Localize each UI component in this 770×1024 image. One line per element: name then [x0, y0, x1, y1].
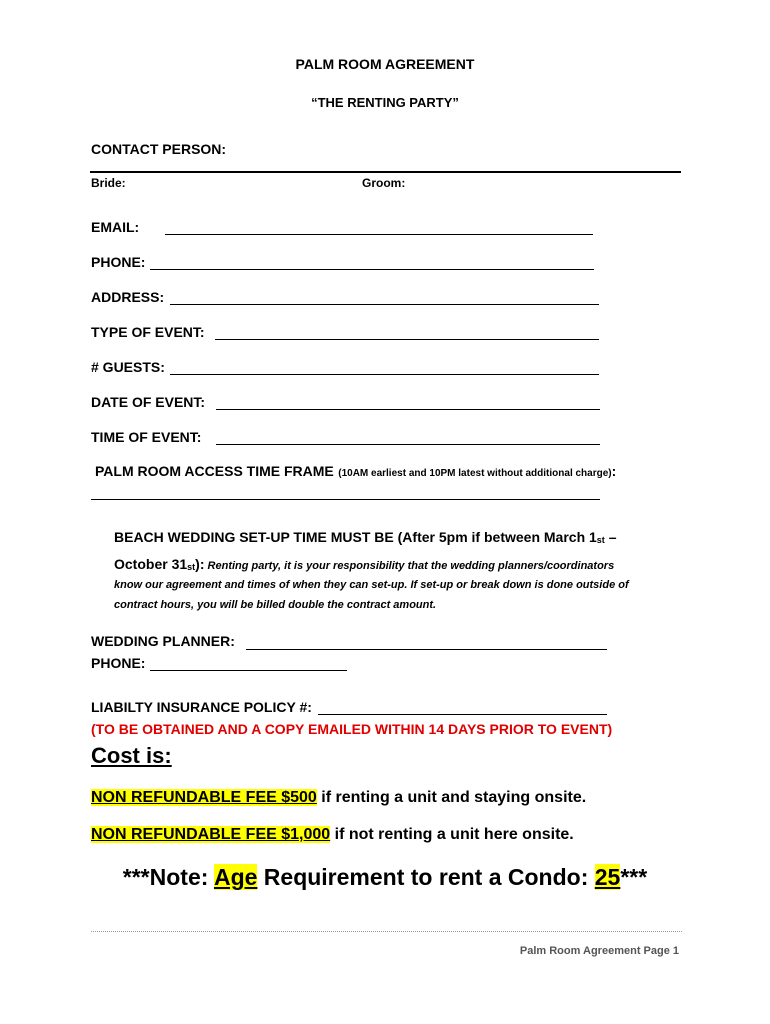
access-time-label: PALM ROOM ACCESS TIME FRAME — [95, 463, 334, 479]
guests-label: # GUESTS: — [91, 359, 165, 375]
note-suffix: *** — [620, 864, 648, 890]
type-of-event-field[interactable] — [215, 339, 599, 340]
email-label: EMAIL: — [91, 219, 140, 235]
fee-2-highlight: NON REFUNDABLE FEE $1,000 — [91, 826, 331, 843]
beach-line-2-text: October 31 — [114, 556, 188, 572]
fee-2-text: if not renting a unit here onsite. — [330, 826, 574, 843]
fee-1-highlight: NON REFUNDABLE FEE $500 — [91, 789, 317, 806]
beach-line-1-suffix: – — [604, 529, 617, 545]
contact-person-line — [90, 171, 681, 173]
beach-line-3: know our agreement and times of when they can set-up. If set-up or break down is done outside of — [114, 579, 629, 591]
beach-line-1 — [114, 529, 617, 545]
document-subtitle: “THE RENTING PARTY” — [311, 95, 459, 110]
note-prefix: ***Note: — [122, 864, 214, 890]
planner-phone-field[interactable] — [150, 670, 347, 671]
beach-line-2-italic: Renting party, it is your responsibility that the wedding planners/coordinators — [204, 560, 615, 572]
wedding-planner-field[interactable] — [246, 649, 607, 650]
document-title: PALM ROOM AGREEMENT — [295, 56, 475, 72]
age-requirement-note — [0, 864, 770, 891]
time-of-event-field[interactable] — [216, 444, 600, 445]
insurance-notice: (TO BE OBTAINED AND A COPY EMAILED WITHIN 14 DAYS PRIOR TO EVENT) — [91, 721, 613, 737]
access-time-field[interactable] — [91, 499, 600, 500]
fee-line-2 — [91, 826, 574, 844]
insurance-label: LIABILTY INSURANCE POLICY #: — [91, 699, 312, 715]
phone-field[interactable] — [150, 269, 594, 270]
note-age: Age — [213, 864, 258, 890]
footer-divider — [91, 931, 682, 932]
fee-1-text: if renting a unit and staying onsite. — [316, 789, 587, 806]
footer-page-label: Palm Room Agreement Page 1 — [519, 945, 679, 957]
cost-heading: Cost is: — [91, 743, 172, 768]
time-of-event-label: TIME OF EVENT: — [91, 429, 202, 445]
type-of-event-label: TYPE OF EVENT: — [91, 324, 205, 340]
groom-label: Groom: — [362, 176, 406, 190]
wedding-planner-label: WEDDING PLANNER: — [91, 633, 235, 649]
note-number: 25 — [594, 864, 621, 890]
date-of-event-label: DATE OF EVENT: — [91, 394, 206, 410]
access-time-colon: : — [611, 463, 617, 479]
beach-line-2-sup: st — [187, 562, 196, 572]
beach-line-1-sup: st — [596, 535, 605, 545]
address-field[interactable] — [170, 304, 599, 305]
contact-person-label: CONTACT PERSON: — [91, 141, 227, 157]
planner-phone-label: PHONE: — [91, 655, 146, 671]
date-of-event-field[interactable] — [216, 409, 600, 410]
beach-line-4: contract hours, you will be billed double the contract amount. — [114, 599, 437, 611]
phone-label: PHONE: — [91, 254, 146, 270]
guests-field[interactable] — [170, 374, 599, 375]
beach-line-2 — [114, 556, 614, 572]
beach-line-2-suffix: ): — [195, 556, 205, 572]
bride-label: Bride: — [91, 176, 126, 190]
fee-line-1 — [91, 789, 586, 807]
access-time-note: (10AM earliest and 10PM latest without additional charge) — [338, 468, 612, 479]
email-field[interactable] — [165, 234, 593, 235]
address-label: ADDRESS: — [91, 289, 165, 305]
beach-line-1-text: BEACH WEDDING SET-UP TIME MUST BE (After 5pm if between March 1 — [114, 529, 597, 545]
note-middle: Requirement to rent a Condo: — [257, 864, 595, 890]
access-time-frame — [95, 463, 616, 481]
insurance-field[interactable] — [318, 714, 607, 715]
